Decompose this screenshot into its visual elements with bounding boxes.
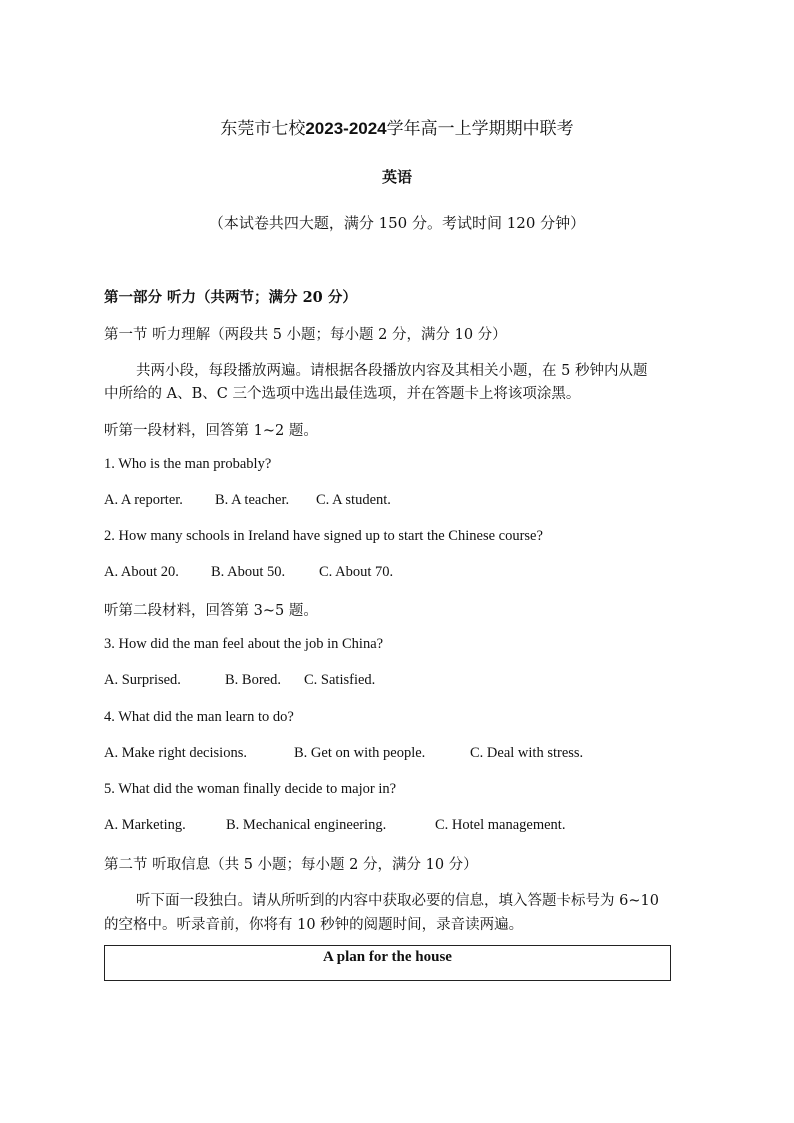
question-5: 5. What did the woman finally decide to major in? (104, 781, 397, 797)
q3-option-b: B. Bored. (225, 672, 281, 688)
q2-option-a: A. About 20. (104, 564, 179, 580)
subject-heading: 英语 (381, 168, 412, 186)
q1-option-a: A. A reporter. (104, 492, 183, 508)
plan-table (104, 945, 671, 981)
plan-table-title: A plan for the house (323, 949, 452, 965)
q5-option-c: C. Hotel management. (435, 817, 566, 833)
q5-option-a: A. Marketing. (104, 817, 186, 833)
section2-instructions-line1: 听下面一段独白。请从所听到的内容中获取必要的信息，填入答题卡标号为 6~10 (136, 893, 659, 909)
passage1-label: 听第一段材料，回答第 1~2 题。 (104, 423, 318, 439)
q4-option-b: B. Get on with people. (294, 745, 426, 761)
q3-option-c: C. Satisfied. (304, 672, 376, 688)
section2-instructions-line2: 的空格中。听录音前，你将有 10 秒钟的阅题时间，录音读两遍。 (104, 917, 524, 933)
q1-option-c: C. A student. (316, 492, 391, 508)
q4-option-a: A. Make right decisions. (104, 745, 247, 761)
section1-instructions-line1: 共两小段，每段播放两遍。请根据各段播放内容及其相关小题，在 5 秒钟内从题 (136, 363, 648, 379)
exam-note: （本试卷共四大题，满分 150 分。考试时间 120 分钟） (208, 214, 586, 232)
q1-option-b: B. A teacher. (215, 492, 290, 508)
part1-heading: 第一部分 听力（共两节；满分 20 分） (104, 289, 357, 306)
question-3: 3. How did the man feel about the job in China? (104, 636, 384, 652)
section1-instructions-line2: 中所给的 A、B、C 三个选项中选出最佳选项，并在答题卡上将该项涂黑。 (104, 386, 581, 402)
section1-heading: 第一节 听力理解（两段共 5 小题；每小题 2 分，满分 10 分） (104, 327, 507, 343)
section2-heading: 第二节 听取信息（共 5 小题；每小题 2 分，满分 10 分） (104, 857, 478, 873)
question-2: 2. How many schools in Ireland have signed up to start the Chinese course? (104, 528, 543, 544)
passage2-label: 听第二段材料，回答第 3~5 题。 (104, 603, 318, 619)
q2-option-c: C. About 70. (319, 564, 394, 580)
question-1: 1. Who is the man probably? (104, 456, 272, 472)
q3-option-a: A. Surprised. (104, 672, 181, 688)
q4-option-c: C. Deal with stress. (470, 745, 584, 761)
q5-option-b: B. Mechanical engineering. (226, 817, 387, 833)
exam-title: 东莞市七校2023-2024学年高一上学期期中联考 (220, 119, 574, 139)
q2-option-b: B. About 50. (211, 564, 286, 580)
question-4: 4. What did the man learn to do? (104, 709, 294, 725)
